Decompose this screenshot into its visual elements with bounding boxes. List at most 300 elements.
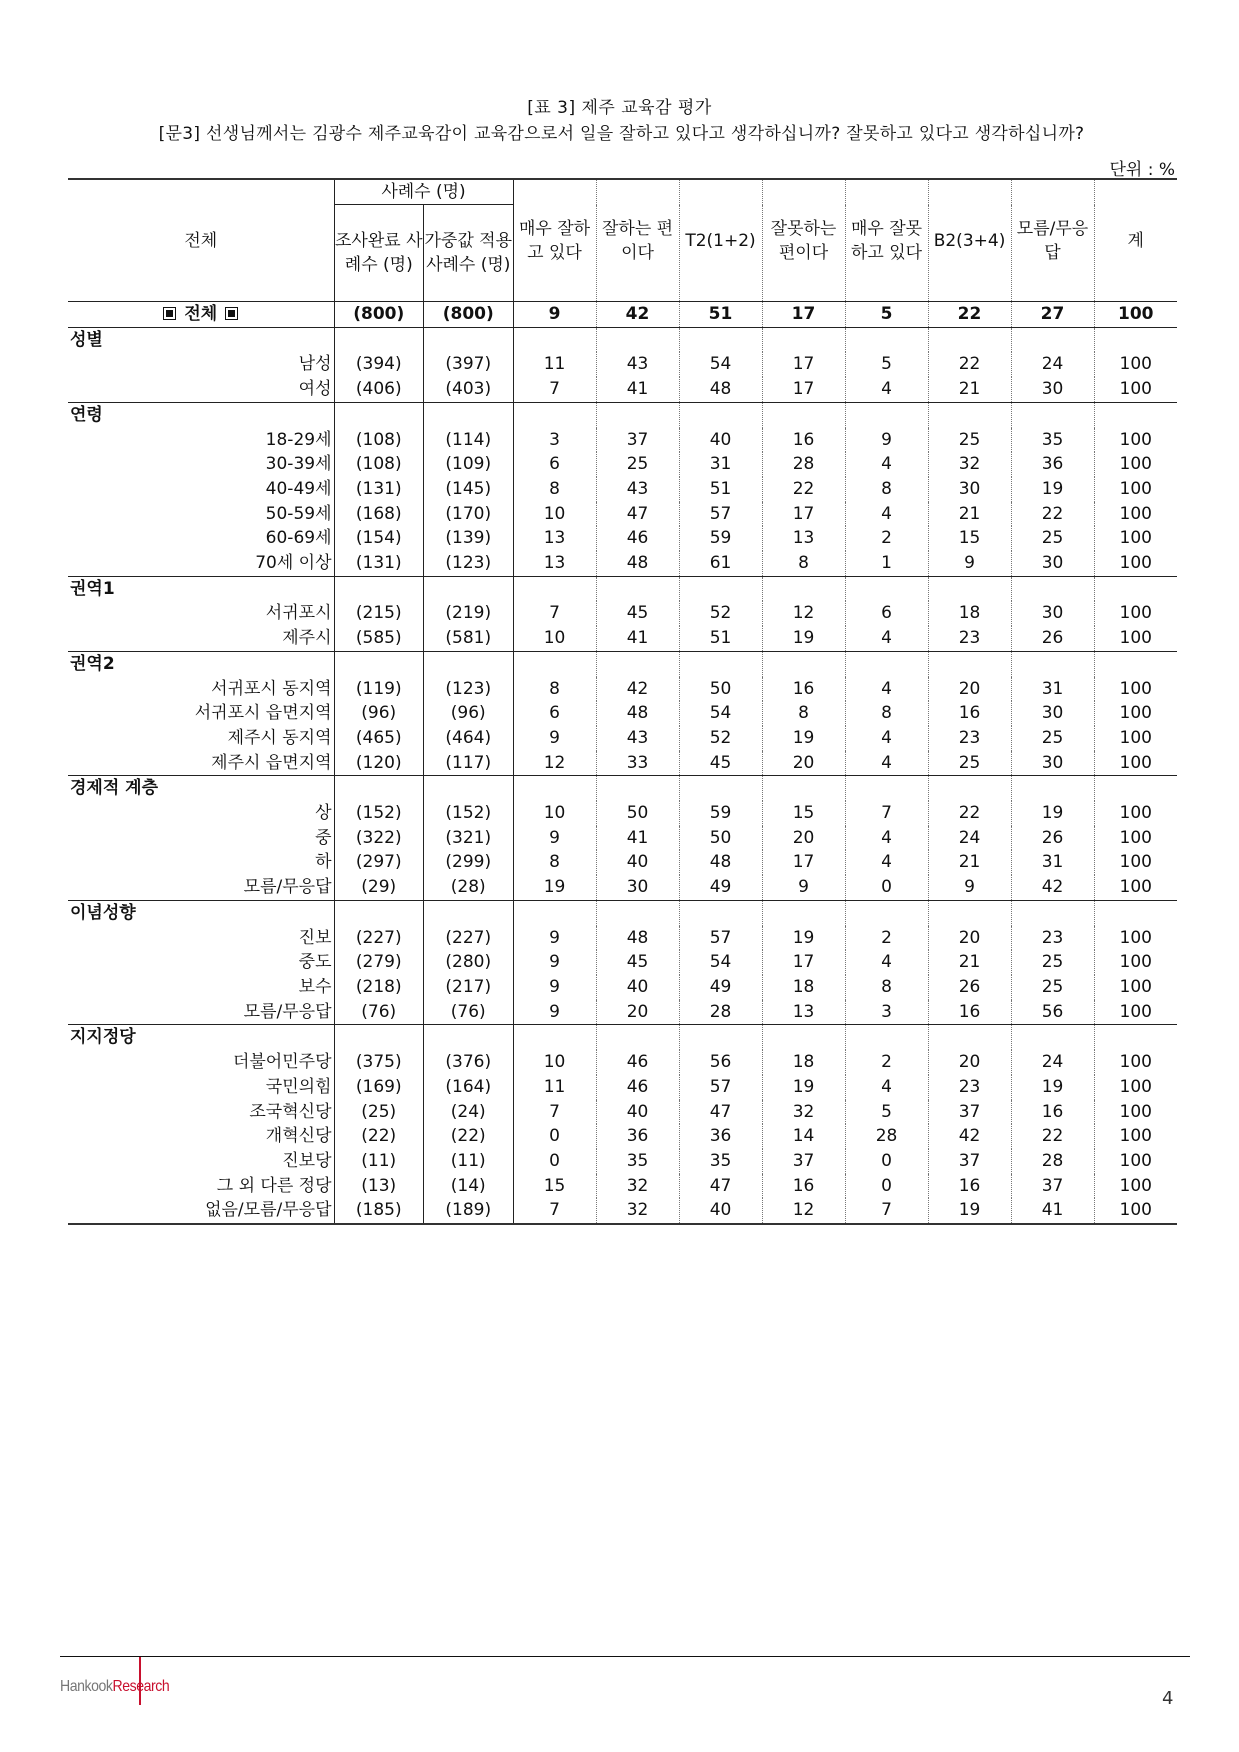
value-cell: 3 xyxy=(513,428,596,453)
n-weighted-cell: (403) xyxy=(424,377,514,402)
value-cell: 30 xyxy=(928,477,1011,502)
value-cell: 19 xyxy=(762,1075,845,1100)
row-label: 하 xyxy=(315,852,332,873)
n-weighted-cell: (123) xyxy=(424,677,514,702)
n-weighted-cell: (397) xyxy=(424,352,514,377)
empty-cell xyxy=(679,327,762,352)
value-cell: 19 xyxy=(1011,1075,1094,1100)
row-label: 그 외 다른 정당 xyxy=(216,1175,332,1196)
table-row xyxy=(68,352,1177,377)
group-header-row xyxy=(68,402,1177,427)
row-label: 개혁신당 xyxy=(265,1126,332,1147)
value-cell: 19 xyxy=(762,926,845,951)
value-cell: 22 xyxy=(928,801,1011,826)
value-cell: 8 xyxy=(845,975,928,1000)
empty-cell xyxy=(334,776,424,801)
value-cell: 30 xyxy=(1011,601,1094,626)
value-cell: 9 xyxy=(513,726,596,751)
value-cell: 54 xyxy=(679,701,762,726)
row-label: 제주시 읍면지역 xyxy=(211,752,332,773)
value-cell: 22 xyxy=(762,477,845,502)
n-completed-cell: (29) xyxy=(334,875,424,900)
value-cell: 21 xyxy=(928,950,1011,975)
value-cell: 25 xyxy=(1011,526,1094,551)
row-label: 서귀포시 동지역 xyxy=(211,678,332,699)
footer-divider xyxy=(60,1656,1190,1657)
n-completed-cell: (465) xyxy=(334,726,424,751)
value-cell: 61 xyxy=(679,551,762,576)
value-cell: 21 xyxy=(928,850,1011,875)
value-cell: 9 xyxy=(762,875,845,900)
value-cell: 100 xyxy=(1094,477,1177,502)
table-row xyxy=(68,452,1177,477)
unit-label: 단위 : % xyxy=(1109,160,1175,180)
value-cell: 4 xyxy=(845,726,928,751)
value-cell: 100 xyxy=(1094,926,1177,951)
table-row xyxy=(68,1075,1177,1100)
empty-cell xyxy=(762,402,845,427)
value-cell: 40 xyxy=(596,1100,679,1125)
value-cell: 37 xyxy=(928,1100,1011,1125)
table-row xyxy=(68,1198,1177,1224)
n-weighted-cell: (217) xyxy=(424,975,514,1000)
empty-cell xyxy=(596,1025,679,1050)
n-weighted-cell: (123) xyxy=(424,551,514,576)
table-row xyxy=(68,1050,1177,1075)
value-cell: 40 xyxy=(679,1198,762,1224)
value-cell: 11 xyxy=(513,1075,596,1100)
value-cell: 4 xyxy=(845,850,928,875)
value-cell: 52 xyxy=(679,601,762,626)
n-completed-cell: (131) xyxy=(334,551,424,576)
value-cell: 49 xyxy=(679,975,762,1000)
value-cell: 20 xyxy=(928,926,1011,951)
total-n-completed: (800) xyxy=(334,302,424,328)
empty-cell xyxy=(928,327,1011,352)
n-completed-cell: (185) xyxy=(334,1198,424,1224)
empty-cell xyxy=(596,651,679,676)
value-cell: 30 xyxy=(1011,751,1094,776)
value-cell: 49 xyxy=(679,875,762,900)
empty-cell xyxy=(679,576,762,601)
value-cell: 42 xyxy=(928,1124,1011,1149)
value-cell: 21 xyxy=(928,377,1011,402)
value-cell: 31 xyxy=(1011,677,1094,702)
value-cell: 57 xyxy=(679,926,762,951)
empty-cell xyxy=(513,776,596,801)
row-label: 50-59세 xyxy=(265,503,332,524)
value-cell: 13 xyxy=(762,1000,845,1025)
value-cell: 100 xyxy=(1094,726,1177,751)
total-value: 42 xyxy=(596,302,679,328)
empty-cell xyxy=(845,327,928,352)
table-row xyxy=(68,926,1177,951)
value-cell: 100 xyxy=(1094,1075,1177,1100)
value-cell: 48 xyxy=(679,850,762,875)
value-cell: 15 xyxy=(513,1174,596,1199)
value-cell: 100 xyxy=(1094,1124,1177,1149)
value-cell: 17 xyxy=(762,950,845,975)
value-cell: 16 xyxy=(762,1174,845,1199)
value-cell: 9 xyxy=(513,975,596,1000)
value-cell: 10 xyxy=(513,502,596,527)
value-cell: 9 xyxy=(513,926,596,951)
value-cell: 100 xyxy=(1094,1174,1177,1199)
value-cell: 23 xyxy=(1011,926,1094,951)
value-cell: 0 xyxy=(845,875,928,900)
value-cell: 100 xyxy=(1094,502,1177,527)
n-completed-cell: (227) xyxy=(334,926,424,951)
value-cell: 28 xyxy=(1011,1149,1094,1174)
value-cell: 20 xyxy=(762,751,845,776)
value-cell: 16 xyxy=(762,677,845,702)
empty-cell xyxy=(679,1025,762,1050)
n-completed-cell: (279) xyxy=(334,950,424,975)
value-cell: 46 xyxy=(596,526,679,551)
value-cell: 5 xyxy=(845,352,928,377)
empty-cell xyxy=(424,776,514,801)
empty-cell xyxy=(762,576,845,601)
row-label: 여성 xyxy=(298,379,332,400)
value-cell: 8 xyxy=(762,701,845,726)
empty-cell xyxy=(845,651,928,676)
value-cell: 0 xyxy=(513,1149,596,1174)
value-cell: 9 xyxy=(513,826,596,851)
row-label: 진보 xyxy=(298,927,332,948)
value-cell: 30 xyxy=(1011,377,1094,402)
empty-cell xyxy=(1011,576,1094,601)
empty-cell xyxy=(424,651,514,676)
value-cell: 7 xyxy=(845,1198,928,1224)
empty-cell xyxy=(596,576,679,601)
table-row xyxy=(68,701,1177,726)
value-cell: 7 xyxy=(513,1100,596,1125)
value-cell: 8 xyxy=(513,477,596,502)
value-cell: 36 xyxy=(596,1124,679,1149)
value-cell: 100 xyxy=(1094,1100,1177,1125)
empty-cell xyxy=(424,576,514,601)
header-completed-n: 조사완료 사례수 (명) xyxy=(334,205,424,302)
value-cell: 100 xyxy=(1094,950,1177,975)
value-cell: 4 xyxy=(845,751,928,776)
value-cell: 12 xyxy=(762,1198,845,1224)
value-cell: 8 xyxy=(513,677,596,702)
empty-cell xyxy=(1011,651,1094,676)
value-cell: 4 xyxy=(845,626,928,651)
group-name: 권역1 xyxy=(68,576,334,601)
value-cell: 100 xyxy=(1094,428,1177,453)
table-row xyxy=(68,726,1177,751)
n-completed-cell: (119) xyxy=(334,677,424,702)
value-cell: 9 xyxy=(928,875,1011,900)
value-cell: 19 xyxy=(762,726,845,751)
table-row xyxy=(68,850,1177,875)
empty-cell xyxy=(334,327,424,352)
header-col-b2: B2(3+4) xyxy=(928,179,1011,302)
value-cell: 23 xyxy=(928,626,1011,651)
value-cell: 37 xyxy=(762,1149,845,1174)
value-cell: 16 xyxy=(928,1000,1011,1025)
value-cell: 41 xyxy=(596,626,679,651)
total-label: 전체 xyxy=(68,302,334,328)
n-weighted-cell: (14) xyxy=(424,1174,514,1199)
n-completed-cell: (406) xyxy=(334,377,424,402)
value-cell: 24 xyxy=(1011,1050,1094,1075)
value-cell: 100 xyxy=(1094,1149,1177,1174)
row-label: 모름/무응답 xyxy=(243,877,332,898)
n-completed-cell: (76) xyxy=(334,1000,424,1025)
n-weighted-cell: (376) xyxy=(424,1050,514,1075)
value-cell: 48 xyxy=(596,551,679,576)
group-name: 경제적 계층 xyxy=(68,776,334,801)
table-row xyxy=(68,1174,1177,1199)
value-cell: 4 xyxy=(845,377,928,402)
value-cell: 10 xyxy=(513,1050,596,1075)
value-cell: 23 xyxy=(928,1075,1011,1100)
empty-cell xyxy=(513,327,596,352)
n-weighted-cell: (28) xyxy=(424,875,514,900)
table-row xyxy=(68,477,1177,502)
n-completed-cell: (297) xyxy=(334,850,424,875)
group-header-row xyxy=(68,651,1177,676)
table-row xyxy=(68,1124,1177,1149)
header-col-dont-know: 모름/무응답 xyxy=(1011,179,1094,302)
n-weighted-cell: (227) xyxy=(424,926,514,951)
value-cell: 48 xyxy=(679,377,762,402)
n-weighted-cell: (164) xyxy=(424,1075,514,1100)
empty-cell xyxy=(1011,1025,1094,1050)
empty-cell xyxy=(762,327,845,352)
value-cell: 12 xyxy=(513,751,596,776)
empty-cell xyxy=(845,402,928,427)
empty-cell xyxy=(1094,651,1177,676)
row-label: 서귀포시 읍면지역 xyxy=(194,703,332,724)
empty-cell xyxy=(845,576,928,601)
value-cell: 100 xyxy=(1094,826,1177,851)
table-row xyxy=(68,377,1177,402)
value-cell: 51 xyxy=(679,626,762,651)
n-completed-cell: (13) xyxy=(334,1174,424,1199)
value-cell: 100 xyxy=(1094,1198,1177,1224)
value-cell: 100 xyxy=(1094,850,1177,875)
n-completed-cell: (96) xyxy=(334,701,424,726)
n-completed-cell: (25) xyxy=(334,1100,424,1125)
n-completed-cell: (218) xyxy=(334,975,424,1000)
value-cell: 100 xyxy=(1094,1050,1177,1075)
group-name: 지지정당 xyxy=(68,1025,334,1050)
header-col-total: 계 xyxy=(1094,179,1177,302)
total-row xyxy=(68,302,1177,328)
value-cell: 0 xyxy=(845,1149,928,1174)
value-cell: 19 xyxy=(1011,477,1094,502)
row-label: 30-39세 xyxy=(265,454,332,475)
n-completed-cell: (169) xyxy=(334,1075,424,1100)
value-cell: 37 xyxy=(1011,1174,1094,1199)
table-row xyxy=(68,677,1177,702)
n-completed-cell: (215) xyxy=(334,601,424,626)
value-cell: 24 xyxy=(1011,352,1094,377)
total-value: 5 xyxy=(845,302,928,328)
value-cell: 4 xyxy=(845,452,928,477)
n-weighted-cell: (24) xyxy=(424,1100,514,1125)
empty-cell xyxy=(762,900,845,925)
page-number: 4 xyxy=(1162,1688,1174,1709)
hankook-research-logo: HankookResearch xyxy=(60,1678,170,1695)
value-cell: 8 xyxy=(845,477,928,502)
value-cell: 45 xyxy=(596,601,679,626)
group-name: 성별 xyxy=(68,327,334,352)
value-cell: 4 xyxy=(845,826,928,851)
value-cell: 22 xyxy=(928,352,1011,377)
value-cell: 37 xyxy=(928,1149,1011,1174)
table-row xyxy=(68,975,1177,1000)
value-cell: 25 xyxy=(928,428,1011,453)
empty-cell xyxy=(513,651,596,676)
total-n-weighted: (800) xyxy=(424,302,514,328)
value-cell: 100 xyxy=(1094,452,1177,477)
value-cell: 31 xyxy=(679,452,762,477)
value-cell: 100 xyxy=(1094,626,1177,651)
value-cell: 100 xyxy=(1094,377,1177,402)
n-weighted-cell: (11) xyxy=(424,1149,514,1174)
value-cell: 42 xyxy=(596,677,679,702)
value-cell: 3 xyxy=(845,1000,928,1025)
value-cell: 100 xyxy=(1094,677,1177,702)
row-label: 상 xyxy=(315,803,332,824)
value-cell: 43 xyxy=(596,352,679,377)
table-row xyxy=(68,826,1177,851)
value-cell: 26 xyxy=(1011,626,1094,651)
empty-cell xyxy=(928,651,1011,676)
value-cell: 47 xyxy=(679,1100,762,1125)
empty-cell xyxy=(424,900,514,925)
n-weighted-cell: (76) xyxy=(424,1000,514,1025)
header-sample-size-group: 사례수 (명) xyxy=(334,179,513,205)
row-label: 제주시 동지역 xyxy=(227,727,332,748)
crosstab-table xyxy=(68,178,1177,1225)
value-cell: 9 xyxy=(513,950,596,975)
value-cell: 0 xyxy=(513,1124,596,1149)
value-cell: 26 xyxy=(928,975,1011,1000)
n-weighted-cell: (96) xyxy=(424,701,514,726)
value-cell: 59 xyxy=(679,801,762,826)
value-cell: 46 xyxy=(596,1075,679,1100)
group-header-row xyxy=(68,776,1177,801)
value-cell: 18 xyxy=(762,975,845,1000)
value-cell: 21 xyxy=(928,502,1011,527)
empty-cell xyxy=(679,651,762,676)
value-cell: 43 xyxy=(596,726,679,751)
n-completed-cell: (375) xyxy=(334,1050,424,1075)
table-row xyxy=(68,1149,1177,1174)
n-weighted-cell: (139) xyxy=(424,526,514,551)
value-cell: 25 xyxy=(1011,975,1094,1000)
row-label: 더불어민주당 xyxy=(232,1052,332,1073)
group-name: 연령 xyxy=(68,402,334,427)
survey-question: [문3] 선생님께서는 김광수 제주교육감이 교육감으로서 일을 잘하고 있다고 생각하십니까? 잘못하고 있다고 생각하십니까? xyxy=(158,124,1085,144)
square-bullet-icon xyxy=(163,307,176,320)
empty-cell xyxy=(513,900,596,925)
empty-cell xyxy=(679,900,762,925)
n-completed-cell: (152) xyxy=(334,801,424,826)
value-cell: 19 xyxy=(762,626,845,651)
value-cell: 42 xyxy=(1011,875,1094,900)
n-completed-cell: (108) xyxy=(334,452,424,477)
empty-cell xyxy=(1011,900,1094,925)
value-cell: 40 xyxy=(596,975,679,1000)
value-cell: 50 xyxy=(679,677,762,702)
value-cell: 41 xyxy=(596,826,679,851)
value-cell: 46 xyxy=(596,1050,679,1075)
value-cell: 40 xyxy=(679,428,762,453)
table-row xyxy=(68,801,1177,826)
value-cell: 45 xyxy=(679,751,762,776)
value-cell: 47 xyxy=(596,502,679,527)
empty-cell xyxy=(845,1025,928,1050)
value-cell: 50 xyxy=(596,801,679,826)
empty-cell xyxy=(1094,402,1177,427)
table-row xyxy=(68,626,1177,651)
value-cell: 52 xyxy=(679,726,762,751)
table-row xyxy=(68,751,1177,776)
value-cell: 17 xyxy=(762,850,845,875)
value-cell: 32 xyxy=(596,1174,679,1199)
empty-cell xyxy=(424,402,514,427)
empty-cell xyxy=(596,900,679,925)
n-completed-cell: (322) xyxy=(334,826,424,851)
value-cell: 28 xyxy=(845,1124,928,1149)
empty-cell xyxy=(1011,402,1094,427)
empty-cell xyxy=(334,1025,424,1050)
n-weighted-cell: (117) xyxy=(424,751,514,776)
value-cell: 4 xyxy=(845,950,928,975)
value-cell: 19 xyxy=(513,875,596,900)
value-cell: 22 xyxy=(1011,1124,1094,1149)
table-row xyxy=(68,428,1177,453)
value-cell: 19 xyxy=(928,1198,1011,1224)
value-cell: 2 xyxy=(845,1050,928,1075)
value-cell: 15 xyxy=(928,526,1011,551)
table-row xyxy=(68,502,1177,527)
value-cell: 2 xyxy=(845,926,928,951)
value-cell: 7 xyxy=(513,1198,596,1224)
table-row xyxy=(68,551,1177,576)
value-cell: 14 xyxy=(762,1124,845,1149)
empty-cell xyxy=(334,651,424,676)
value-cell: 20 xyxy=(762,826,845,851)
empty-cell xyxy=(679,402,762,427)
n-weighted-cell: (280) xyxy=(424,950,514,975)
value-cell: 57 xyxy=(679,1075,762,1100)
value-cell: 9 xyxy=(928,551,1011,576)
table-row xyxy=(68,875,1177,900)
empty-cell xyxy=(1094,327,1177,352)
value-cell: 20 xyxy=(596,1000,679,1025)
value-cell: 13 xyxy=(513,551,596,576)
value-cell: 47 xyxy=(679,1174,762,1199)
value-cell: 25 xyxy=(928,751,1011,776)
n-completed-cell: (168) xyxy=(334,502,424,527)
value-cell: 13 xyxy=(513,526,596,551)
value-cell: 32 xyxy=(928,452,1011,477)
value-cell: 28 xyxy=(762,452,845,477)
n-completed-cell: (131) xyxy=(334,477,424,502)
value-cell: 6 xyxy=(845,601,928,626)
n-weighted-cell: (219) xyxy=(424,601,514,626)
header-weighted-n: 가중값 적용 사례수 (명) xyxy=(424,205,514,302)
table-row xyxy=(68,950,1177,975)
value-cell: 8 xyxy=(762,551,845,576)
